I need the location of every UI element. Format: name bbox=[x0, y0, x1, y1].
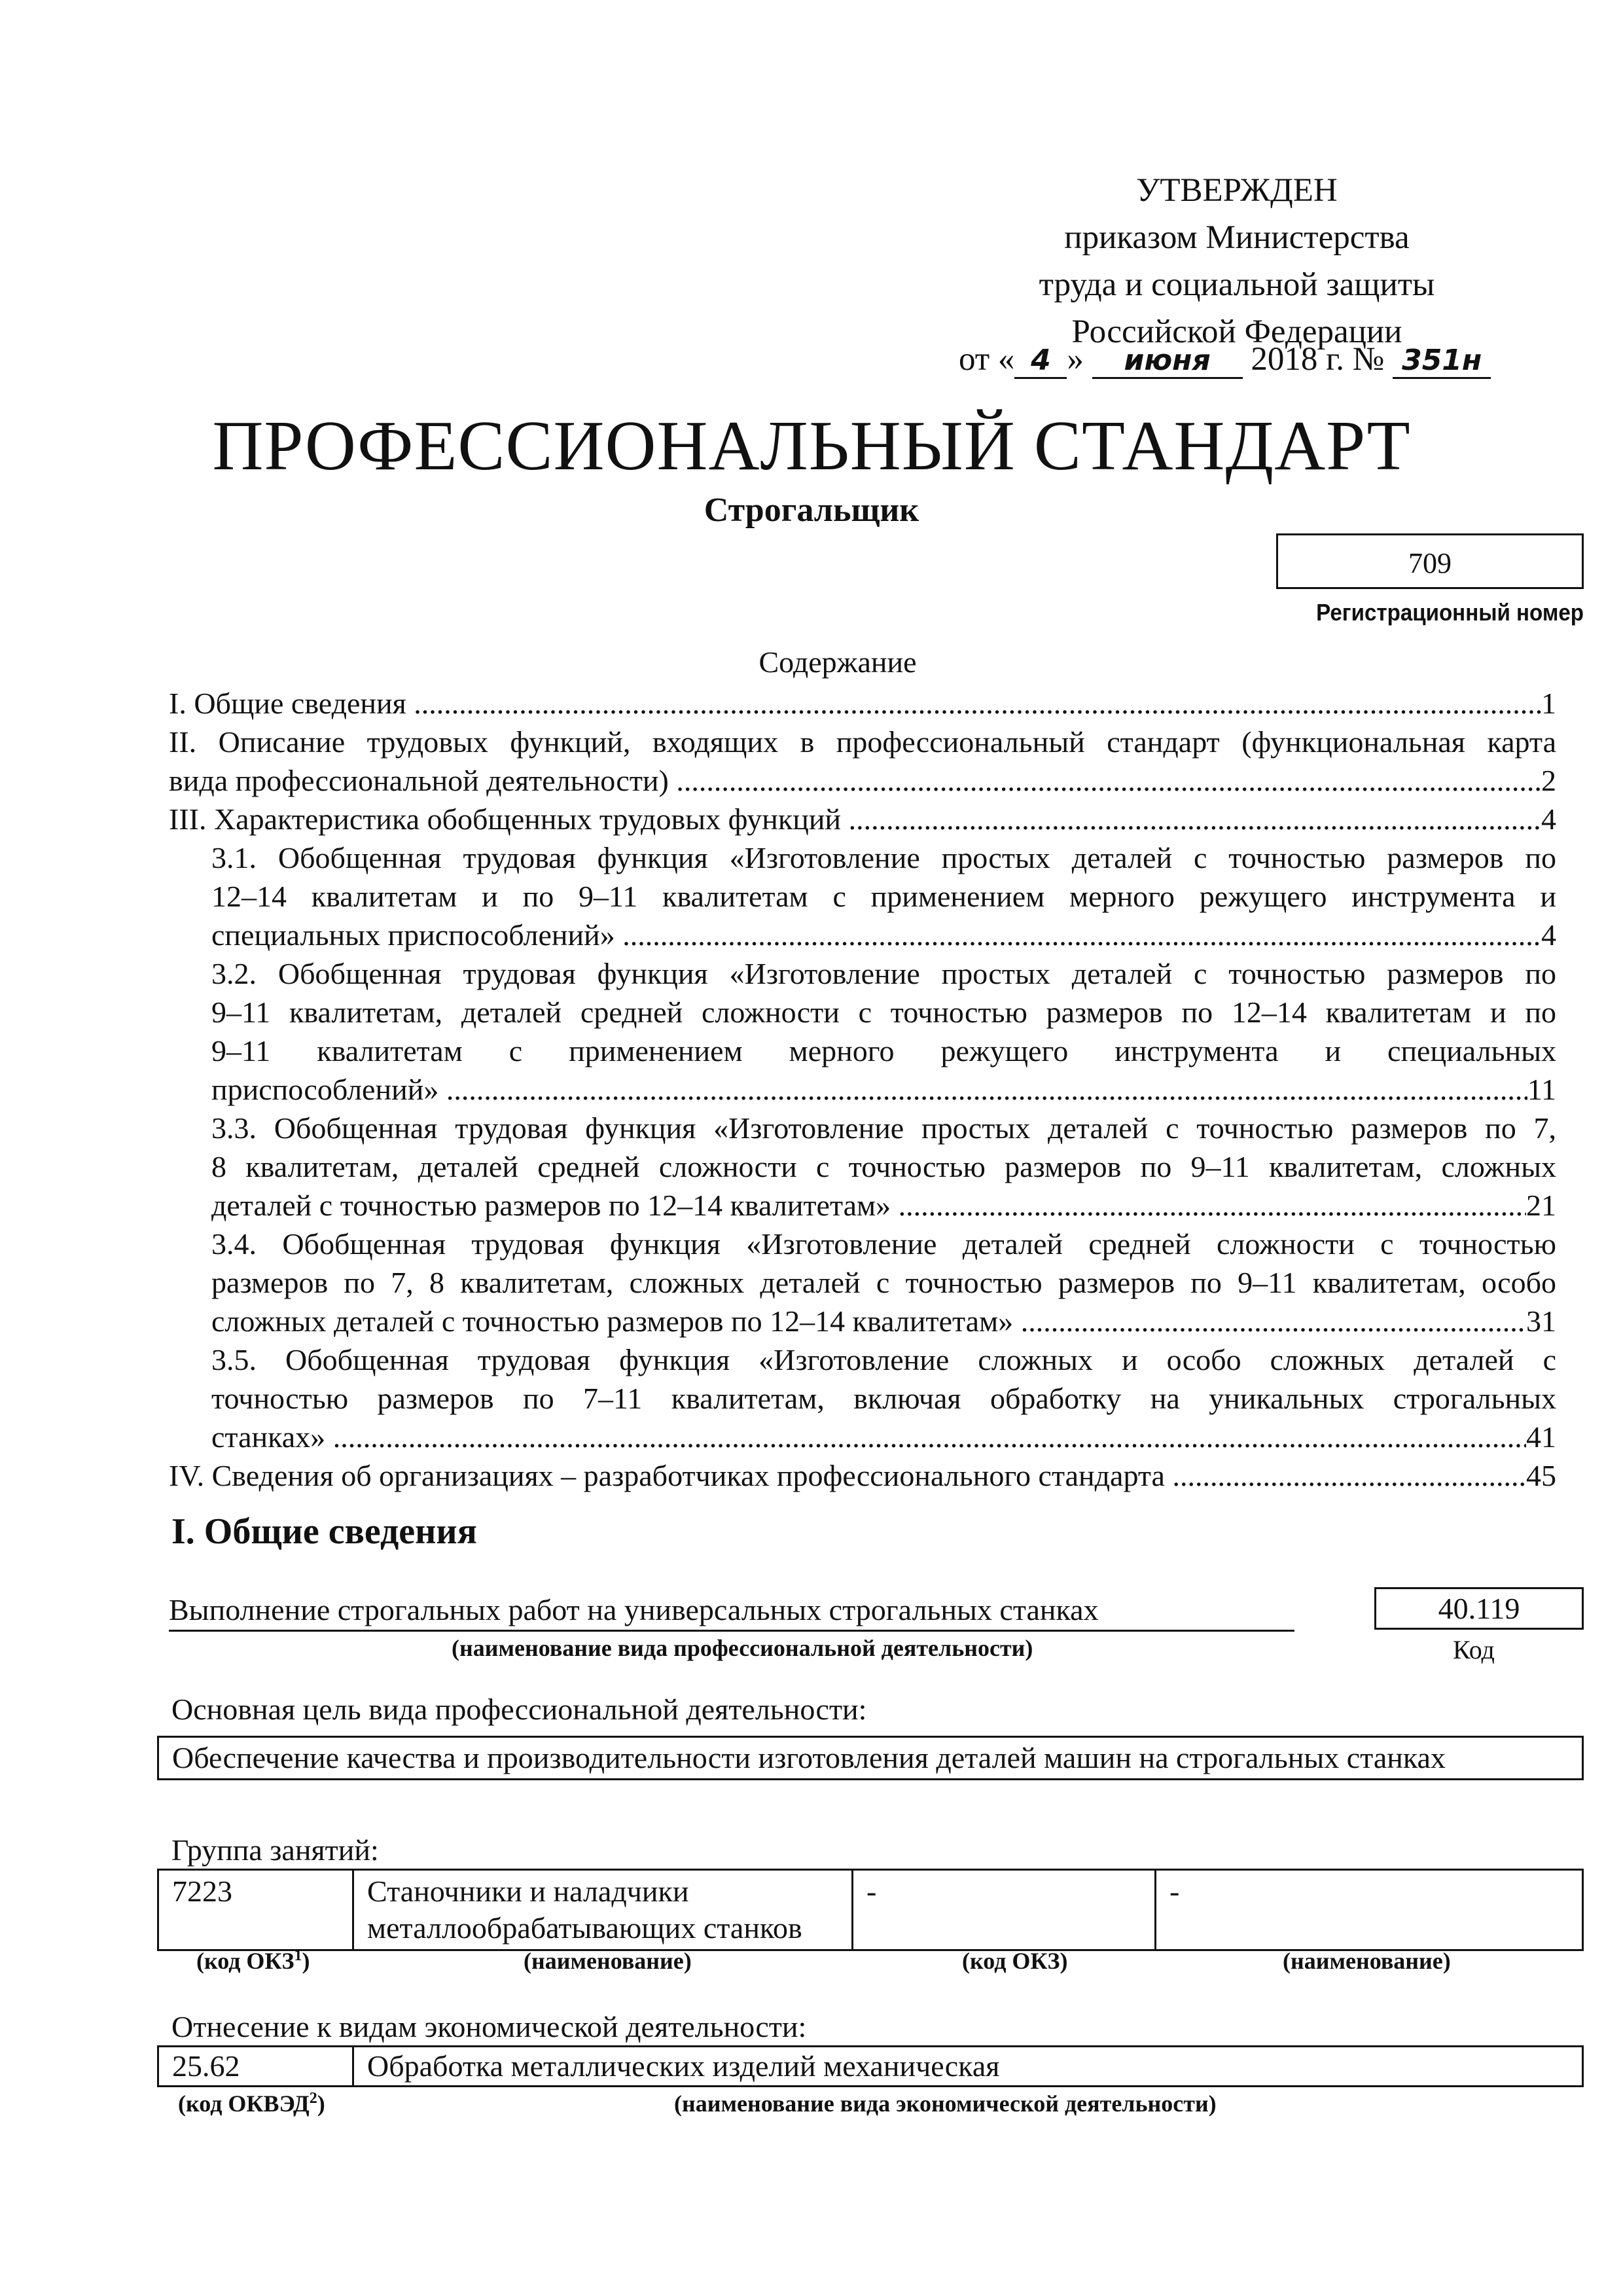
toc-item-line: точностью размеров по 7–11 квалитетам, включая обработку на уникальных строгальных bbox=[211, 1382, 1556, 1415]
toc-item-line: 3.4. Обобщенная трудовая функция «Изготовление деталей средней сложности с точностью bbox=[211, 1227, 1556, 1261]
okz-name-caption: (наименование) bbox=[524, 1948, 692, 1974]
goal-label: Основная цель вида профессиональной деятельности: bbox=[171, 1693, 867, 1726]
toc-item-page: 1 bbox=[1541, 687, 1556, 720]
toc-item-page: 45 bbox=[1526, 1459, 1556, 1492]
okved-name-caption: (наименование вида экономической деятельности) bbox=[674, 2090, 1217, 2117]
toc-item-line: 3.2. Обобщенная трудовая функция «Изготовление простых деталей с точностью размеров по bbox=[211, 957, 1556, 990]
okved-table bbox=[157, 2045, 1584, 2087]
toc-item-page: 31 bbox=[1526, 1304, 1556, 1338]
footnote-mark: 2 bbox=[309, 2090, 317, 2107]
okved-code-cell: 25.62 bbox=[158, 2047, 353, 2087]
table-of-contents bbox=[169, 684, 1556, 1495]
toc-item-text: вида профессиональной деятельности) ..... bbox=[169, 761, 1541, 800]
activity-code-caption: Код bbox=[1453, 1635, 1495, 1664]
page-subtitle: Строгальщик bbox=[704, 492, 919, 529]
toc-item-text: приспособлений» ..... bbox=[211, 1070, 1527, 1109]
toc-item-line: размеров по 7, 8 квалитетам, сложных деталей с точностью размеров по 9–11 квалитетам, особо bbox=[211, 1266, 1556, 1299]
toc-item[interactable] bbox=[169, 1456, 1556, 1495]
toc-item-text: I. Общие сведения ..... bbox=[169, 684, 1541, 723]
page-title: ПРОФЕССИОНАЛЬНЫЙ СТАНДАРТ bbox=[212, 407, 1411, 485]
toc-item-line: 3.5. Обобщенная трудовая функция «Изготовление сложных и особо сложных деталей с bbox=[211, 1343, 1556, 1376]
table-row bbox=[158, 2047, 1583, 2087]
caption-text: ) bbox=[317, 2090, 325, 2117]
toc-item-text: сложных деталей с точностью размеров по 12–14 квалитетам» ..... bbox=[211, 1302, 1526, 1340]
activity-name-caption: (наименование вида профессиональной деятельности) bbox=[452, 1635, 1033, 1661]
goal-box: Обеспечение качества и производительности изготовления деталей машин на строгальных станках bbox=[157, 1736, 1584, 1780]
okved-label: Отнесение к видам экономической деятельности: bbox=[171, 2010, 807, 2043]
toc-item-line: 8 квалитетам, деталей средней сложности с точностью размеров по 9–11 квалитетам, сложных bbox=[211, 1150, 1556, 1183]
okved-code-caption bbox=[178, 2090, 325, 2117]
okved-name-cell: Обработка металлических изделий механическая bbox=[353, 2047, 1583, 2087]
section-title: I. Общие сведения bbox=[171, 1511, 477, 1552]
occupation-group-table bbox=[157, 1869, 1584, 1951]
toc-item[interactable] bbox=[169, 1340, 1556, 1456]
registration-number-label: Регистрационный номер bbox=[1316, 599, 1584, 626]
toc-item-line: 3.3. Обобщенная трудовая функция «Изготовление простых деталей с точностью размеров по 7, bbox=[211, 1111, 1556, 1145]
okz-name-caption-2: (наименование) bbox=[1283, 1948, 1451, 1974]
table-row bbox=[158, 1870, 1583, 1950]
toc-item[interactable] bbox=[169, 684, 1556, 723]
toc-item-text: IV. Сведения об организациях – разработчиках профессионального стандарта ..... bbox=[169, 1456, 1526, 1495]
date-mid: » bbox=[1067, 341, 1084, 378]
toc-item[interactable] bbox=[169, 800, 1556, 838]
toc-item-page: 4 bbox=[1541, 802, 1556, 836]
caption-text: ) bbox=[302, 1948, 310, 1974]
caption-text: (код ОКВЭД bbox=[178, 2090, 310, 2117]
toc-item-page: 11 bbox=[1527, 1073, 1556, 1106]
toc-item-line: 3.1. Обобщенная трудовая функция «Изготовление простых деталей с точностью размеров по bbox=[211, 841, 1556, 874]
approval-block bbox=[969, 167, 1505, 355]
okz-code-caption-2: (код ОКЗ) bbox=[962, 1948, 1068, 1974]
toc-item-page: 4 bbox=[1541, 918, 1556, 952]
approval-line-4: Российской Федерации bbox=[1071, 314, 1402, 350]
toc-item-text: III. Характеристика обобщенных трудовых функций ..... bbox=[169, 800, 1541, 838]
toc-item-text: станках» ..... bbox=[211, 1418, 1526, 1456]
toc-item-text: специальных приспособлений» ..... bbox=[211, 916, 1541, 954]
okz-name-line-1: Станочники и наладчики bbox=[367, 1874, 689, 1908]
registration-number-box: 709 bbox=[1276, 533, 1584, 589]
toc-item[interactable] bbox=[169, 1109, 1556, 1225]
toc-item-page: 41 bbox=[1526, 1420, 1556, 1454]
date-month: июня bbox=[1092, 344, 1243, 379]
okz-name-line-2: металлообрабатывающих станков bbox=[367, 1911, 802, 1945]
okz-code-cell: 7223 bbox=[158, 1870, 353, 1950]
okz-name-cell bbox=[353, 1870, 853, 1950]
toc-item-line: 12–14 квалитетам и по 9–11 квалитетам с применением мерного режущего инструмента и bbox=[211, 880, 1556, 913]
caption-text: (код ОКЗ bbox=[196, 1948, 294, 1974]
okz-name-cell-2: - bbox=[1156, 1870, 1583, 1950]
footnote-mark: 1 bbox=[294, 1947, 302, 1964]
date-day: 4 bbox=[1014, 344, 1067, 379]
toc-item-page: 21 bbox=[1526, 1189, 1556, 1222]
order-number: 351н bbox=[1393, 344, 1491, 379]
okz-code-caption bbox=[196, 1947, 310, 1975]
toc-item[interactable] bbox=[169, 838, 1556, 954]
okz-code-cell-2: - bbox=[853, 1870, 1156, 1950]
toc-item[interactable] bbox=[169, 1225, 1556, 1340]
activity-code-box: 40.119 bbox=[1374, 1587, 1584, 1630]
group-label: Группа занятий: bbox=[171, 1833, 379, 1867]
toc-item-line: 9–11 квалитетам с применением мерного режущего инструмента и специальных bbox=[211, 1034, 1556, 1067]
toc-item[interactable] bbox=[169, 723, 1556, 800]
date-year: 2018 г. № bbox=[1251, 341, 1385, 378]
toc-item-text: деталей с точностью размеров по 12–14 квалитетам» ..... bbox=[211, 1186, 1526, 1225]
activity-name-field: Выполнение строгальных работ на универсальных строгальных станках bbox=[169, 1592, 1294, 1632]
approval-line-2: приказом Министерства bbox=[1064, 219, 1410, 256]
approval-line-1: УТВЕРЖДЕН bbox=[1136, 172, 1338, 209]
toc-item-line: II. Описание трудовых функций, входящих в профессиональный стандарт (функциональная карта bbox=[169, 725, 1556, 759]
toc-item-line: 9–11 квалитетам, деталей средней сложности с точностью размеров по 12–14 квалитетам и по bbox=[211, 996, 1556, 1029]
date-prefix: от « bbox=[959, 341, 1015, 378]
toc-item[interactable] bbox=[169, 954, 1556, 1109]
toc-heading: Содержание bbox=[758, 645, 917, 679]
approval-date-line bbox=[959, 340, 1491, 379]
approval-line-3: труда и социальной защиты bbox=[1039, 266, 1435, 303]
toc-item-page: 2 bbox=[1541, 764, 1556, 797]
